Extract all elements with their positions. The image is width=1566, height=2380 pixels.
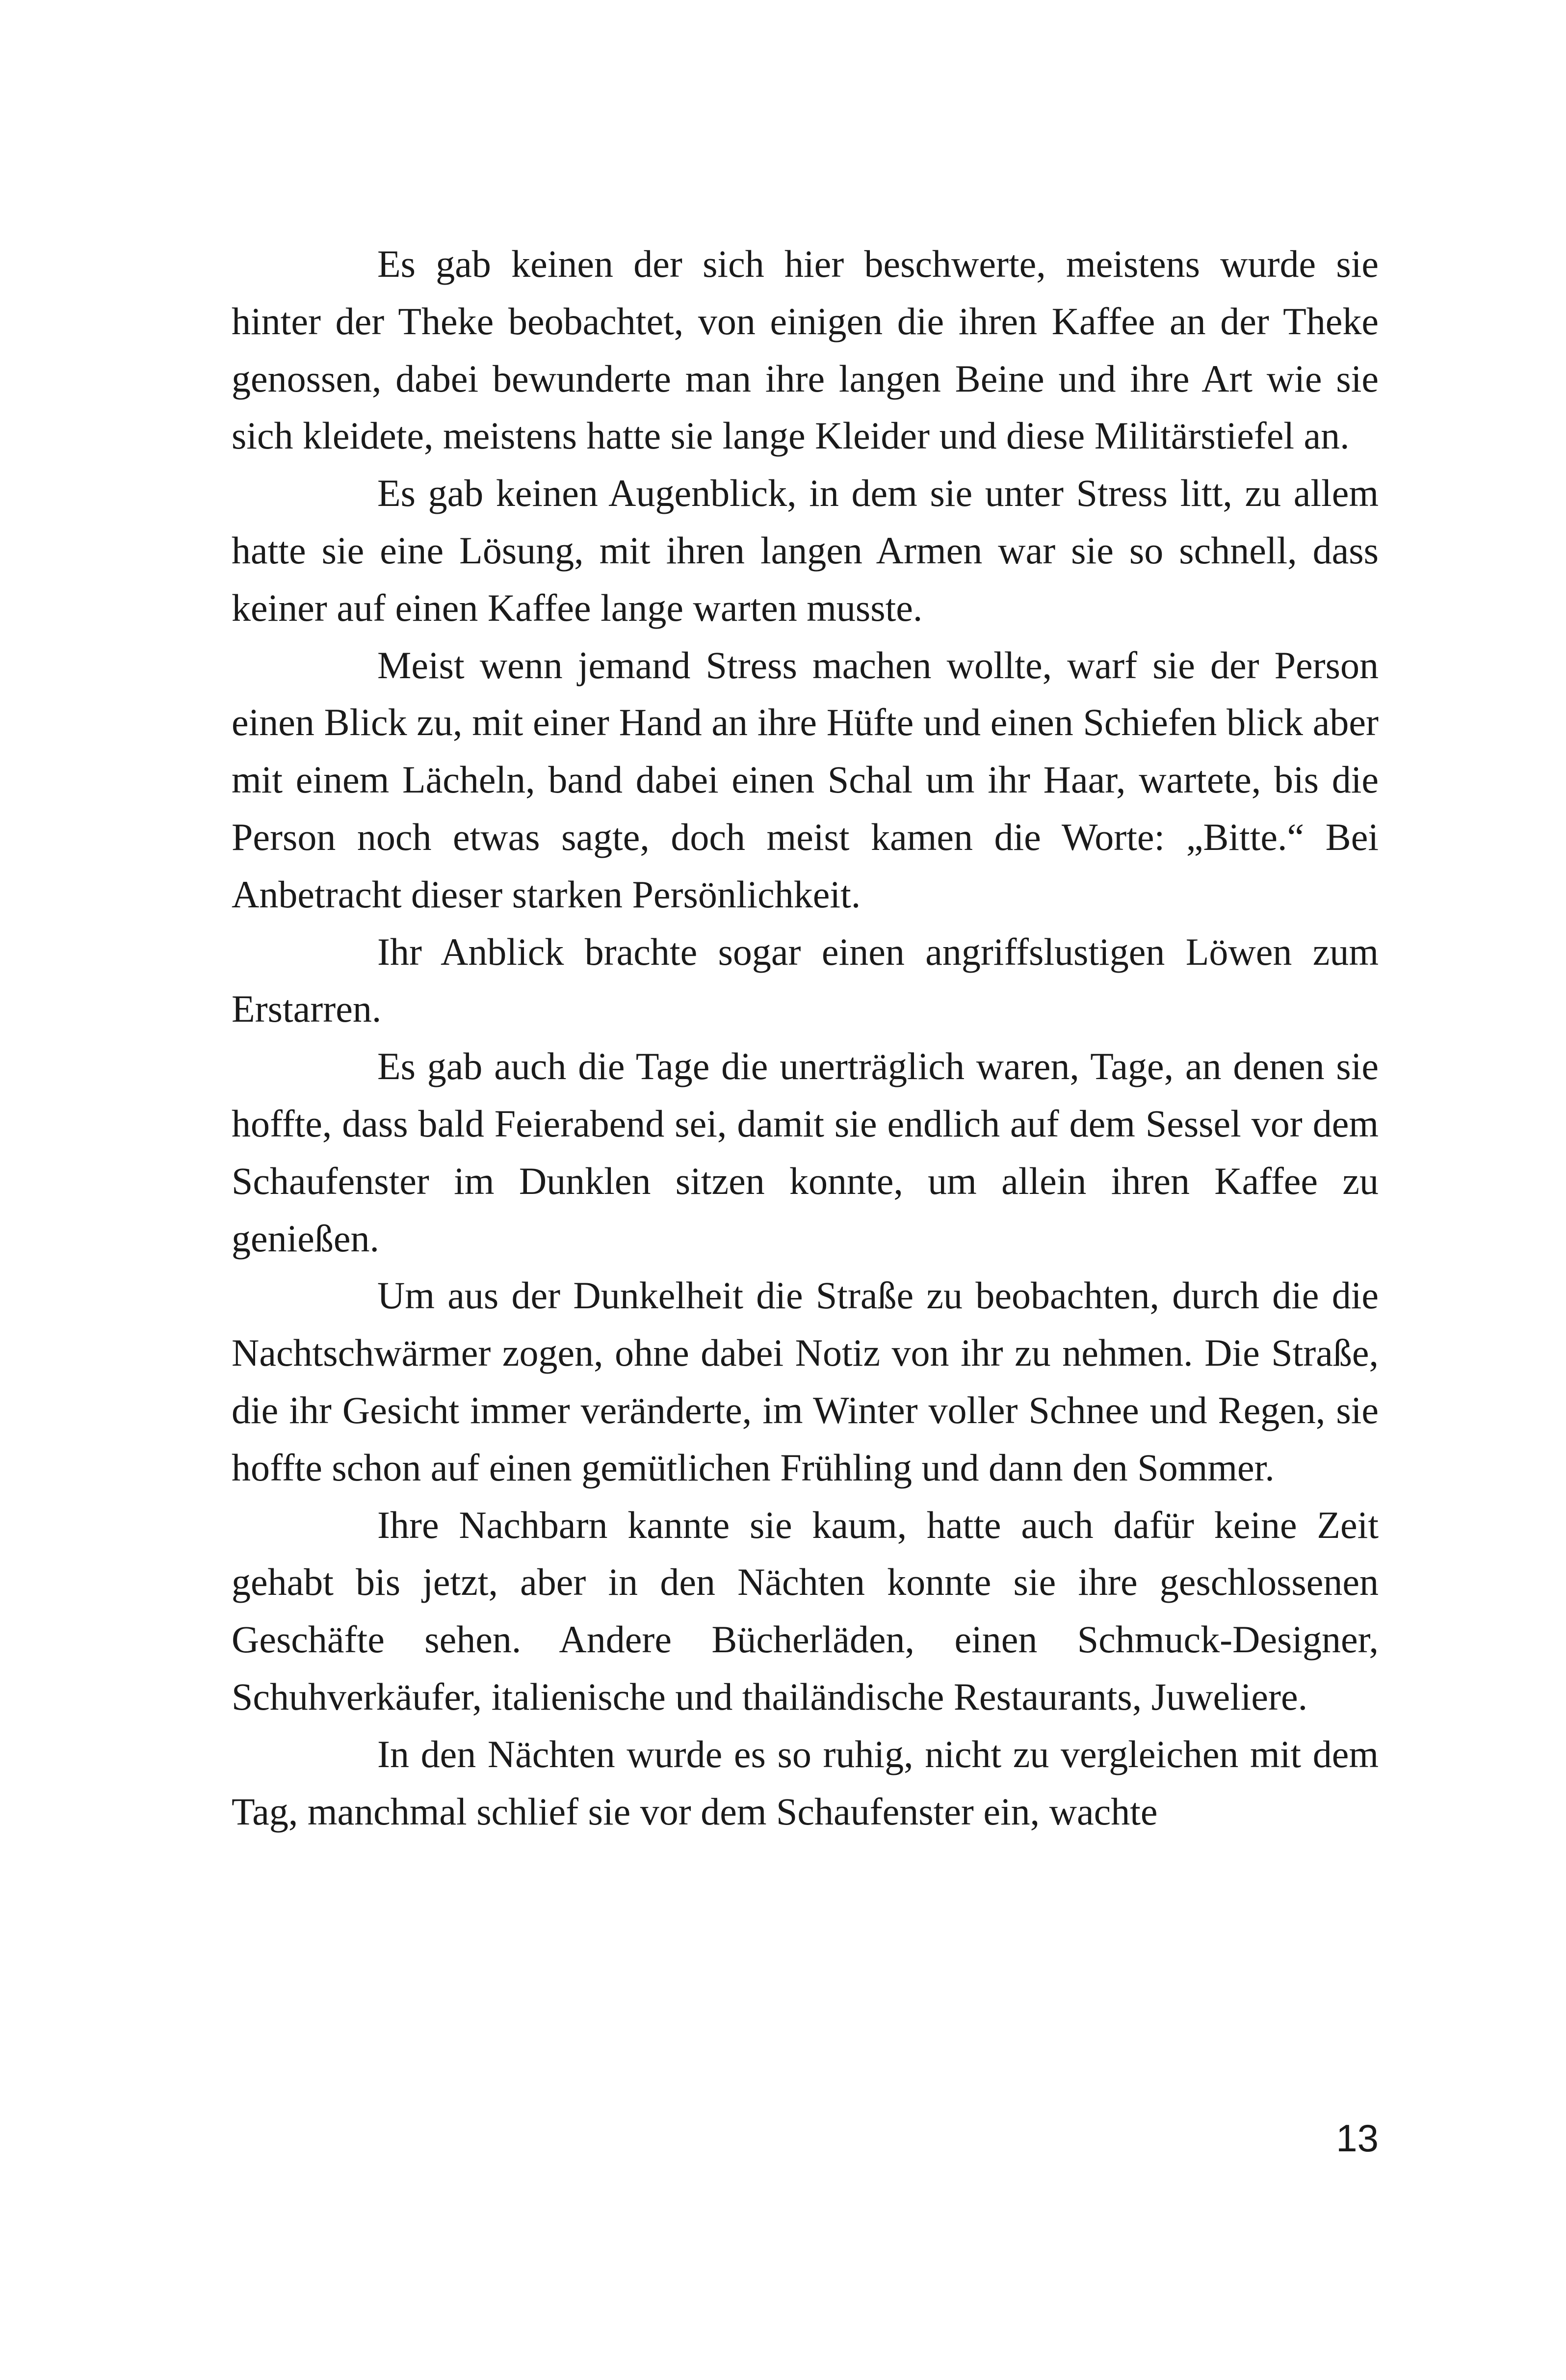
paragraph-7: Ihre Nachbarn kannte sie kaum, hatte auch dafür keine Zeit gehabt bis jetzt, aber in den Nächten konnte sie ihre geschlossenen Geschäfte sehen. Andere Bücherläden, einen Schmuck-Designer, Schuhverkäufer, italienische und thailändische Restaurants, Juweliere. bbox=[232, 1503, 1379, 1718]
paragraph-6: Um aus der Dunkelheit die Straße zu beobachten, durch die die Nachtschwärmer zogen, ohne dabei Notiz von ihr zu nehmen. Die Straße, die ihr Gesicht immer veränderte, im Winter voller Schnee und Regen, sie hoffte schon auf einen gemütlichen Frühling und dann den Sommer. bbox=[232, 1274, 1379, 1489]
page-number: 13 bbox=[1336, 2116, 1379, 2160]
body-text bbox=[232, 236, 1379, 1840]
paragraph-3: Meist wenn jemand Stress machen wollte, warf sie der Person einen Blick zu, mit einer Hand an ihre Hüfte und einen Schiefen blick aber mit einem Lächeln, band dabei einen Schal um ihr Haar, wartete, bis die Person noch etwas sagte, doch meist kamen die Worte: „Bitte.“ Bei Anbetracht dieser starken Persönlichkeit. bbox=[232, 643, 1379, 916]
paragraph-1: Es gab keinen der sich hier beschwerte, meistens wurde sie hinter der Theke beobachtet, von einigen die ihren Kaffee an der Theke genossen, dabei bewunderte man ihre langen Beine und ihre Art wie sie sich kleidete, meistens hatte sie lange Kleider und diese Militärstiefel an. bbox=[232, 242, 1379, 457]
paragraph-5: Es gab auch die Tage die unerträglich waren, Tage, an denen sie hoffte, dass bald Feierabend sei, damit sie endlich auf dem Sessel vor dem Schaufenster im Dunklen sitzen konnte, um allein ihren Kaffee zu genießen. bbox=[232, 1045, 1379, 1260]
paragraph-4: Ihr Anblick brachte sogar einen angriffslustigen Löwen zum Erstarren. bbox=[232, 930, 1379, 1031]
paragraph-2: Es gab keinen Augenblick, in dem sie unter Stress litt, zu allem hatte sie eine Lösung, mit ihren langen Armen war sie so schnell, dass keiner auf einen Kaffee lange warten musste. bbox=[232, 472, 1379, 629]
paragraph-8: In den Nächten wurde es so ruhig, nicht zu vergleichen mit dem Tag, manchmal schlief sie vor dem Schaufenster ein, wachte bbox=[232, 1732, 1379, 1833]
